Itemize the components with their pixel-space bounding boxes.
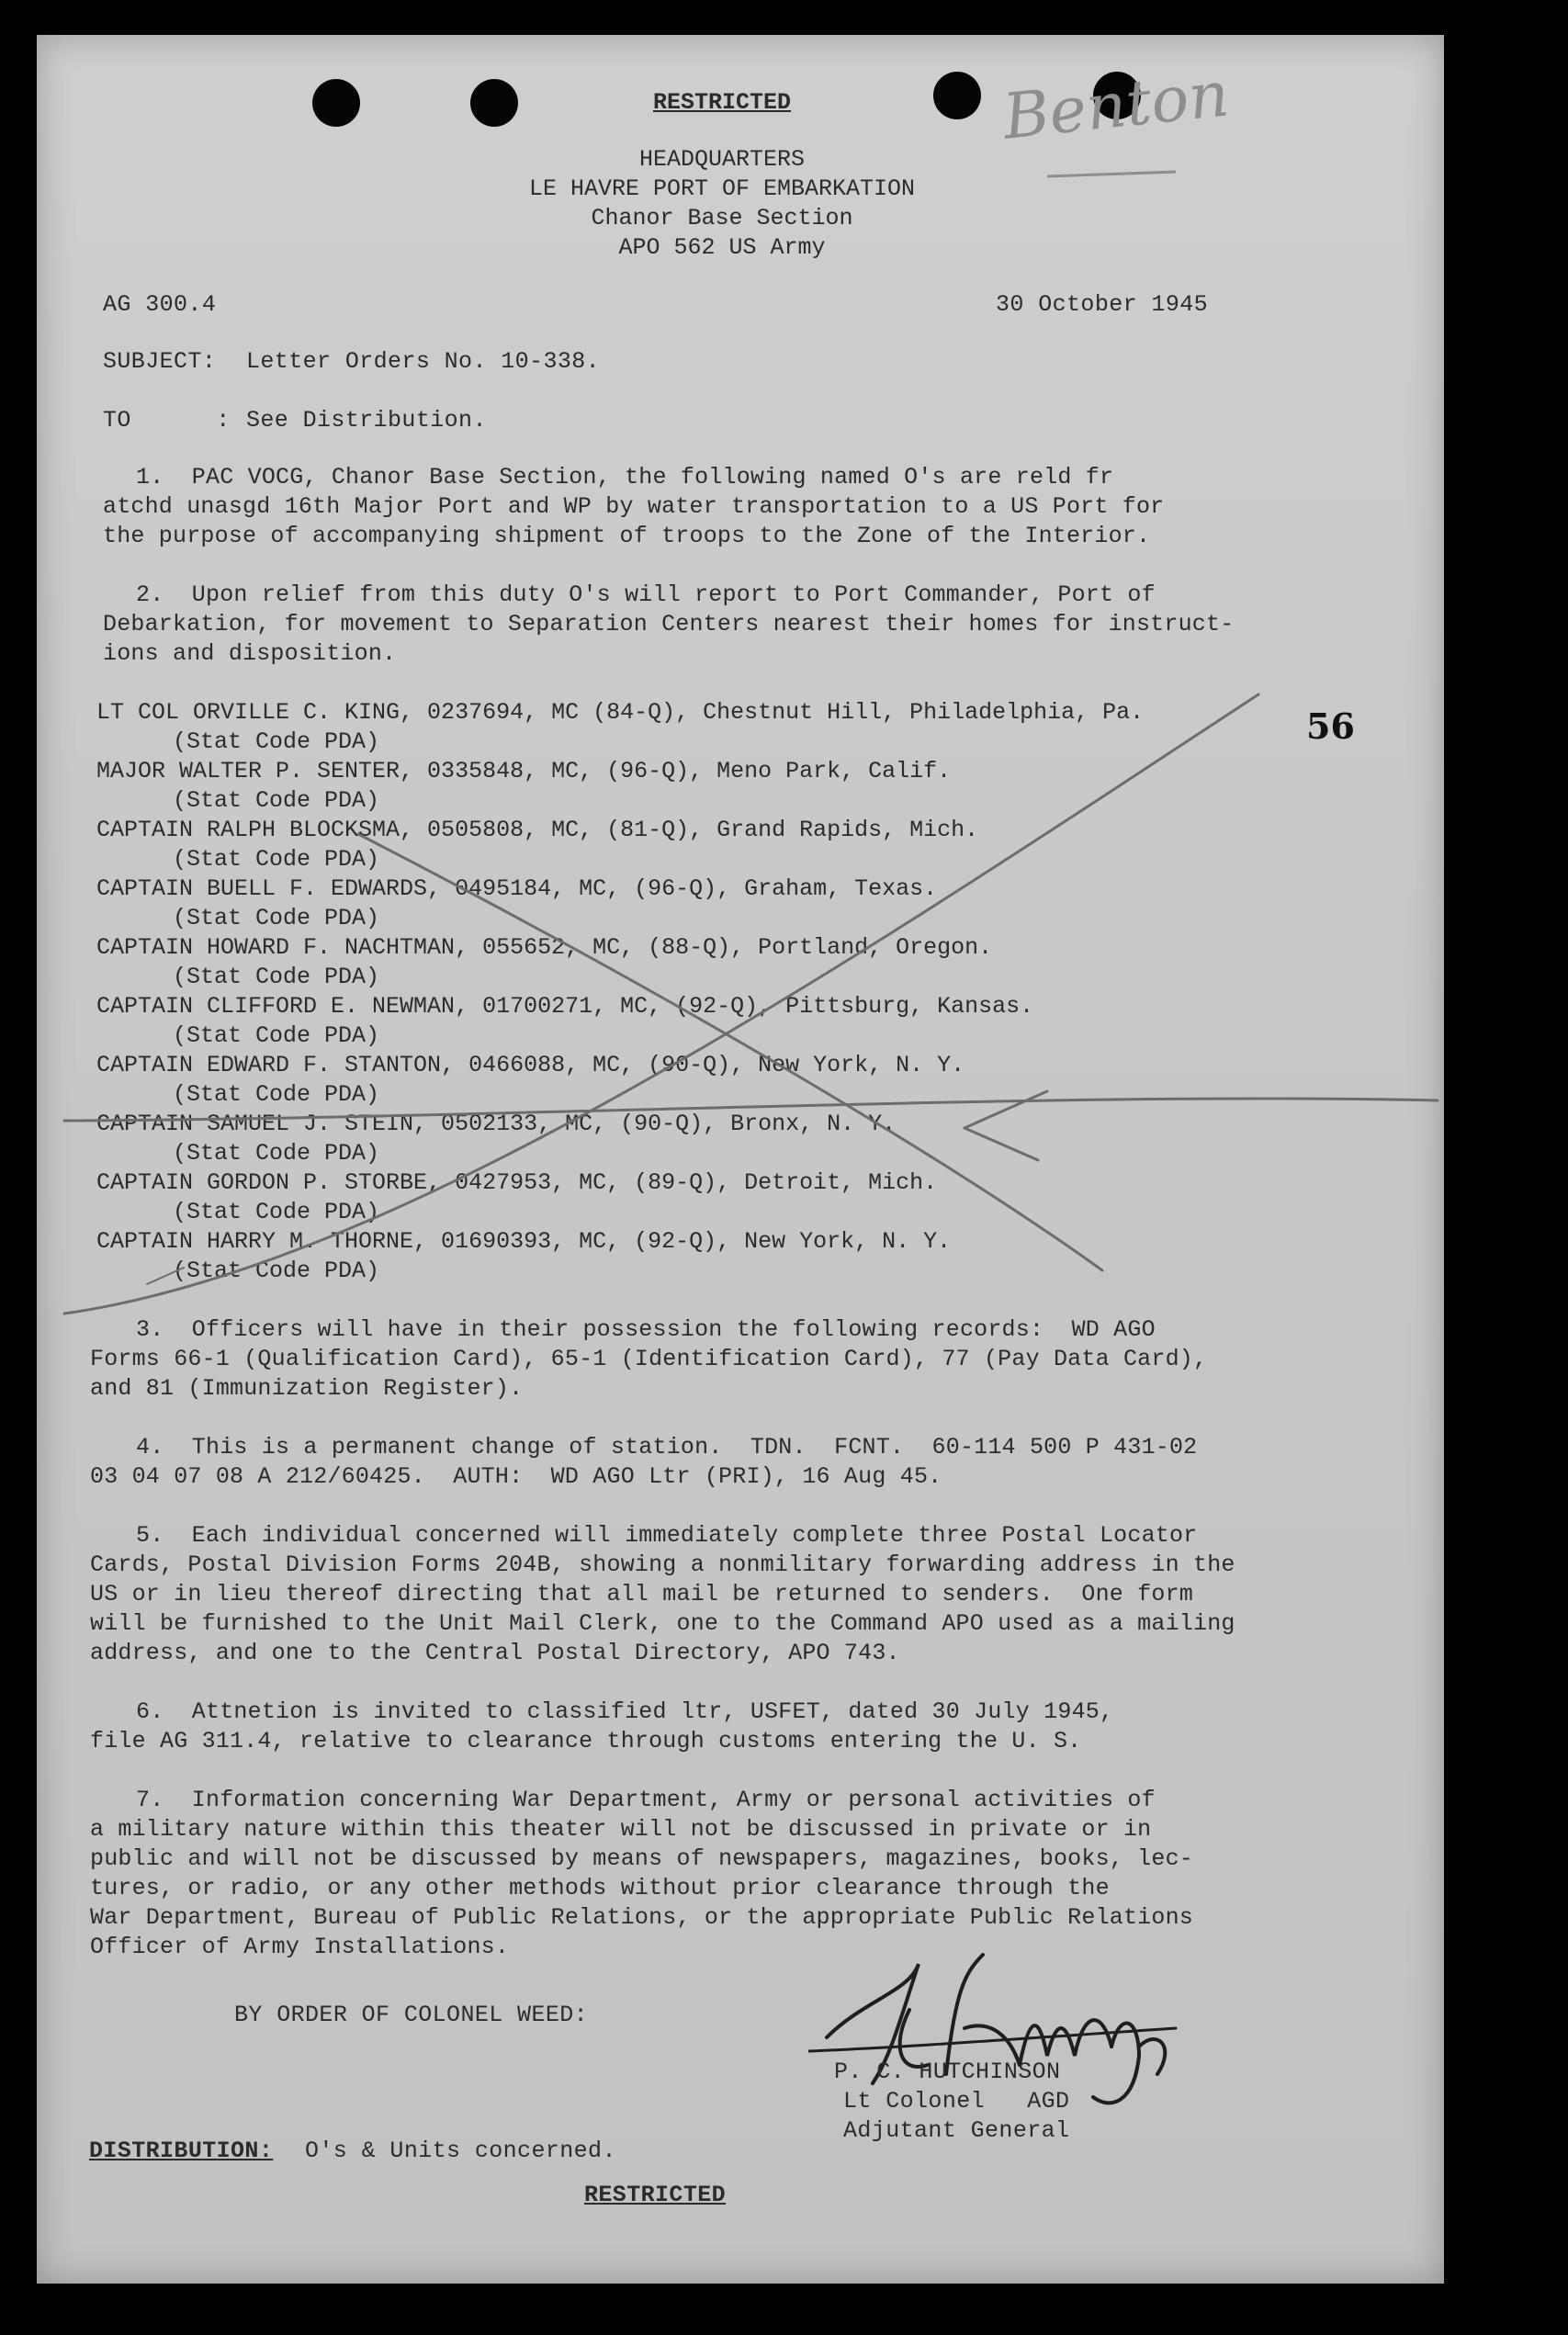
- signer-title: Adjutant General: [843, 2117, 1070, 2144]
- reference-number: AG 300.4: [103, 291, 217, 318]
- to-text: See Distribution.: [246, 407, 487, 434]
- officer-stat-code: (Stat Code PDA): [173, 905, 380, 931]
- officer-stat-code: (Stat Code PDA): [173, 846, 380, 873]
- paragraph-5-line: will be furnished to the Unit Mail Clerk, one to the Command APO used as a mailing: [90, 1610, 1235, 1637]
- order-authority-line: BY ORDER OF COLONEL WEED:: [234, 2002, 589, 2028]
- officer-entry: CAPTAIN HOWARD F. NACHTMAN, 055652, MC, (88-Q), Portland, Oregon.: [96, 934, 993, 961]
- paragraph-4-line: 03 04 07 08 A 212/60425. AUTH: WD AGO Ltr (PRI), 16 Aug 45.: [90, 1463, 942, 1490]
- paragraph-6-line: file AG 311.4, relative to clearance through customs entering the U. S.: [90, 1728, 1082, 1754]
- paragraph-7-line: 7. Information concerning War Department, Army or personal activities of: [136, 1787, 1156, 1813]
- distribution-label: DISTRIBUTION:: [89, 2138, 274, 2164]
- paragraph-2-line: 2. Upon relief from this duty O's will report to Port Commander, Port of: [136, 581, 1156, 608]
- org-line-3: Chanor Base Section: [591, 205, 853, 231]
- officer-entry: LT COL ORVILLE C. KING, 0237694, MC (84-Q), Chestnut Hill, Philadelphia, Pa.: [96, 699, 1145, 726]
- paragraph-3-line: and 81 (Immunization Register).: [90, 1375, 524, 1402]
- paragraph-4-line: 4. This is a permanent change of station. TDN. FCNT. 60-114 500 P 431-02: [136, 1434, 1198, 1461]
- officer-stat-code: (Stat Code PDA): [173, 1140, 380, 1167]
- paragraph-3-line: 3. Officers will have in their possession the following records: WD AGO: [136, 1316, 1156, 1343]
- paragraph-2-line: Debarkation, for movement to Separation Centers nearest their homes for instruct-: [103, 611, 1235, 637]
- handwritten-annotation: Benton: [999, 58, 1233, 154]
- paragraph-5-line: 5. Each individual concerned will immediately complete three Postal Locator: [136, 1522, 1198, 1549]
- officer-entry: CAPTAIN HARRY M. THORNE, 01690393, MC, (92-Q), New York, N. Y.: [96, 1228, 952, 1255]
- officer-stat-code: (Stat Code PDA): [173, 1081, 380, 1108]
- pencil-markings: [37, 35, 1444, 1413]
- org-line-1: HEADQUARTERS: [638, 146, 806, 173]
- paragraph-7-line: a military nature within this theater will not be discussed in private or in: [90, 1816, 1152, 1843]
- paragraph-5-line: Cards, Postal Division Forms 204B, showing a nonmilitary forwarding address in the: [90, 1551, 1235, 1578]
- classification-bottom: RESTRICTED: [584, 2182, 727, 2208]
- signer-name: P. C. HUTCHINSON: [834, 2059, 1061, 2085]
- paragraph-1-line: atchd unasgd 16th Major Port and WP by water transportation to a US Port for: [103, 493, 1165, 520]
- officer-stat-code: (Stat Code PDA): [173, 787, 380, 814]
- classification-top: RESTRICTED: [652, 89, 792, 116]
- document-page: [37, 35, 1444, 2284]
- subject-label: SUBJECT:: [103, 348, 217, 375]
- paragraph-3-line: Forms 66-1 (Qualification Card), 65-1 (Identification Card), 77 (Pay Data Card),: [90, 1346, 1208, 1372]
- officer-entry: CAPTAIN EDWARD F. STANTON, 0466088, MC, (90-Q), New York, N. Y.: [96, 1052, 965, 1078]
- paragraph-6-line: 6. Attnetion is invited to classified ltr, USFET, dated 30 July 1945,: [136, 1698, 1114, 1725]
- paragraph-2-line: ions and disposition.: [103, 640, 397, 667]
- officer-stat-code: (Stat Code PDA): [173, 1022, 380, 1049]
- org-line-2: LE HAVRE PORT OF EMBARKATION: [528, 175, 916, 202]
- page-number: 56: [1306, 705, 1355, 747]
- officer-entry: MAJOR WALTER P. SENTER, 0335848, MC, (96-Q), Meno Park, Calif.: [96, 758, 952, 784]
- paragraph-7-line: tures, or radio, or any other methods without prior clearance through the: [90, 1875, 1110, 1901]
- document-date: 30 October 1945: [996, 291, 1209, 318]
- paragraph-1-line: the purpose of accompanying shipment of troops to the Zone of the Interior.: [103, 523, 1151, 549]
- paragraph-5-line: US or in lieu thereof directing that all mail be returned to senders. One form: [90, 1581, 1193, 1607]
- officer-stat-code: (Stat Code PDA): [173, 1199, 380, 1225]
- paragraph-7-line: Officer of Army Installations.: [90, 1934, 510, 1960]
- to-label: TO :: [103, 407, 231, 434]
- officer-stat-code: (Stat Code PDA): [173, 728, 380, 755]
- paragraph-5-line: address, and one to the Central Postal Directory, APO 743.: [90, 1640, 900, 1666]
- officer-stat-code: (Stat Code PDA): [173, 964, 380, 990]
- officer-entry: CAPTAIN GORDON P. STORBE, 0427953, MC, (89-Q), Detroit, Mich.: [96, 1169, 938, 1196]
- paragraph-7-line: War Department, Bureau of Public Relations, or the appropriate Public Relations: [90, 1904, 1193, 1931]
- signer-rank: Lt Colonel AGD: [843, 2088, 1070, 2115]
- org-line-4: APO 562 US Army: [618, 234, 826, 261]
- officer-entry: CAPTAIN RALPH BLOCKSMA, 0505808, MC, (81-Q), Grand Rapids, Mich.: [96, 817, 979, 843]
- paragraph-7-line: public and will not be discussed by means of newspapers, magazines, books, lec-: [90, 1845, 1193, 1872]
- officer-entry: CAPTAIN CLIFFORD E. NEWMAN, 01700271, MC, (92-Q), Pittsburg, Kansas.: [96, 993, 1034, 1020]
- officer-stat-code: (Stat Code PDA): [173, 1258, 380, 1284]
- officer-entry: CAPTAIN BUELL F. EDWARDS, 0495184, MC, (96-Q), Graham, Texas.: [96, 875, 938, 902]
- officer-entry: CAPTAIN SAMUEL J. STEIN, 0502133, MC, (90-Q), Bronx, N. Y.: [96, 1111, 897, 1137]
- subject-text: Letter Orders No. 10-338.: [246, 348, 601, 375]
- distribution-text: O's & Units concerned.: [305, 2138, 616, 2164]
- paragraph-1-line: 1. PAC VOCG, Chanor Base Section, the following named O's are reld fr: [136, 464, 1114, 491]
